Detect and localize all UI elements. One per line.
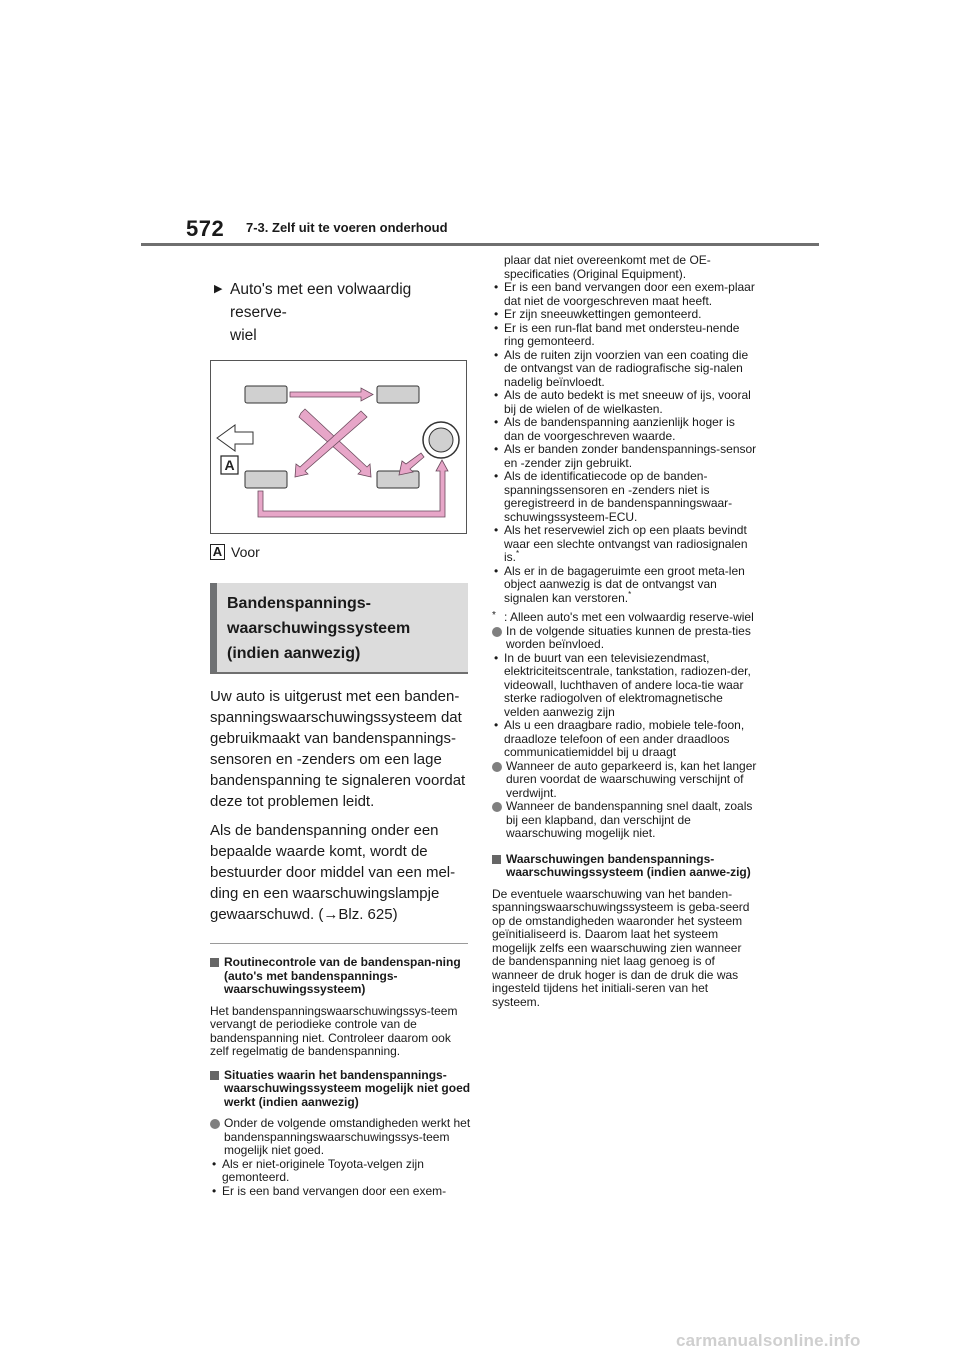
list-item: • Als u een draagbare radio, mobiele tele-foon, draadloze telefoon of een ander draadloos communicatiemiddel bij u draagt <box>494 718 745 759</box>
list-item-text: Als de auto bedekt is met sneeuw of ijs, vooral bij de wielen of de wielkasten. <box>504 388 751 416</box>
list-item-text: Er zijn sneeuwkettingen gemonteerd. <box>504 307 702 321</box>
routine-check-text: Het bandenspanningswaarschuwingssys-teem vervangt de periodieke controle van de bandenspanning niet. Controleer daarom ook zelf regelmatig de bandenspanning. <box>210 1003 458 1058</box>
list-item-text: In de buurt van een televisiezendmast, elektriciteitscentrale, tankstation, radiozen-der, videowall, luchthaven of andere loca-tie waar sterke radiogolven of elektromagnetische velden aanwezig zijn <box>504 650 751 719</box>
model-condition-text-line2: wiel <box>230 327 257 344</box>
rotation-arrow-spare <box>399 453 424 475</box>
left-column <box>210 278 472 1198</box>
subheading-situations-text: Situaties waarin het bandenspannings-waarschuwingssysteem mogelijk niet goed werkt (indien aanwezig) <box>224 1067 471 1109</box>
square-bullet-icon <box>492 855 501 864</box>
intro-paragraph-2: Als de bandenspanning onder een bepaalde waarde komt, wordt de bestuurder door middel van een mel-ding en een waarschuwingslampje gewaarschuwd. (→Blz. 625) <box>210 822 456 923</box>
caption-text: Voor <box>231 544 260 560</box>
page-number: 572 <box>186 216 225 241</box>
tire-front-left <box>245 386 287 403</box>
list-item: • Als de auto bedekt is met sneeuw of ijs, vooral bij de wielen of de wielkasten. <box>494 388 751 416</box>
list-item-text: Wanneer de bandenspanning snel daalt, zoals bij een klapband, dan verschijnt de waarschuwing mogelijk niet. <box>506 799 753 840</box>
list-item-text: Als er in de bagageruimte een groot meta-len object aanwezig is dat de ontvangst van signalen kan verstoren. <box>504 563 745 605</box>
list-item: • Als het reservewiel zich op een plaats bevindt waar een slechte ontvangst van radiosignalen is.* <box>494 523 748 564</box>
rotation-arrow-top <box>290 388 373 401</box>
diagram-caption <box>210 544 472 560</box>
tire-front-right <box>377 386 419 403</box>
footnote <box>492 611 758 625</box>
tire-rear-left <box>245 471 287 488</box>
list-item <box>492 760 758 801</box>
right-column <box>492 254 758 1009</box>
front-direction-arrow <box>217 425 253 451</box>
list-item: • Als de ruiten zijn voorzien van een coating die de ontvangst van de radiografische sig-nalen nadelig beïnvloedt. <box>494 347 749 389</box>
spare-tire-inner <box>429 428 453 452</box>
circle-bullet-icon <box>492 762 502 772</box>
intro-paragraph-1: Uw auto is uitgerust met een banden-spanningswaarschuwingssysteem dat gebruikmaakt van bandenspannings-sensoren en -zenders om een lage bandenspanning te signaleren voordat deze tot problemen leidt. <box>210 688 466 810</box>
footnote-marker: * <box>628 589 632 599</box>
heading-line-3: (indien aanwezig) <box>227 645 361 662</box>
list-item-text: Als er niet-originele Toyota-velgen zijn gemonteerd. <box>222 1156 424 1184</box>
tire-rear-right <box>377 471 419 488</box>
footnote-text: : Alleen auto's met een volwaardig reserve-wiel <box>504 610 754 624</box>
caption-letter-box: A <box>210 544 225 560</box>
list-item-text: Er is een band vervangen door een exem- <box>222 1183 447 1198</box>
model-condition <box>210 278 472 347</box>
situations-intro <box>210 1117 472 1158</box>
situations-intro-text: Onder de volgende omstandigheden werkt het bandenspanningswaarschuwingssys-teem mogelijk niet goed. <box>224 1116 471 1157</box>
list-item: • Als er niet-originele Toyota-velgen zijn gemonteerd. <box>212 1156 424 1184</box>
section-title: 7-3. Zelf uit te voeren onderhoud <box>246 220 448 235</box>
list-item: • Als de bandenspanning aanzienlijk hoger is dan de voorgeschreven waarde. <box>494 415 735 443</box>
list-item: • Als de identificatiecode op de banden-spanningssensoren en -zenders niet is geregistreerd in de bandenspanningswaar-schuwingssysteem-ECU. <box>494 469 733 524</box>
list-item <box>492 800 758 841</box>
circle-bullet-icon <box>492 627 502 637</box>
footnote-marker: * <box>516 549 520 558</box>
watermark: carmanualsonline.info <box>676 1331 861 1350</box>
heading-line-2: waarschuwingssysteem <box>227 620 411 637</box>
list-item-text: Als u een draagbare radio, mobiele tele-foon, draadloze telefoon of een ander draadloos communicatiemiddel bij u draagt <box>504 718 745 759</box>
list-item-text: Als er banden zonder bandenspannings-sensor en -zender zijn gebruikt. <box>504 442 757 470</box>
list-item: • Er zijn sneeuwkettingen gemonteerd. <box>494 307 702 321</box>
list-item-text: Als het reservewiel zich op een plaats bevindt waar een slechte ontvangst van radiosignalen is. <box>504 523 748 564</box>
subheading-routine-check-text: Routinecontrole van de bandenspan-ning (auto's met bandenspannings-waarschuwingssysteem) <box>224 955 461 996</box>
list-item-text: Als de bandenspanning aanzienlijk hoger is dan de voorgeschreven waarde. <box>504 415 735 443</box>
list-item: • Er is een band vervangen door een exem- <box>212 1183 447 1198</box>
header-rule <box>141 243 819 246</box>
diagram-label-a: A <box>224 457 235 473</box>
list-item-text: Als de identificatiecode op de banden-spanningssensoren en -zenders niet is geregistreerd in de bandenspanningswaar-schuwingssysteem-ECU. <box>504 469 733 524</box>
list-item-continued: plaar dat niet overeenkomt met de OE-specificaties (Original Equipment). <box>504 253 711 281</box>
list-item-text: Er is een run-flat band met ondersteu-nende ring gemonteerd. <box>504 320 740 348</box>
section-heading <box>210 583 468 672</box>
list-item: • Als er in de bagageruimte een groot meta-len object aanwezig is dat de ontvangst van signalen kan verstoren.* <box>494 563 745 605</box>
list-item: • Er is een run-flat band met ondersteu-nende ring gemonteerd. <box>494 320 740 348</box>
circle-bullet-icon <box>492 802 502 812</box>
list-item-text: Er is een band vervangen door een exem-plaar dat niet de voorgeschreven maat heeft. <box>504 280 755 308</box>
triangle-arrow-icon: ▶ <box>214 283 223 295</box>
list-item-text: Wanneer de auto geparkeerd is, kan het langer duren voordat de waarschuwing verschijnt of verdwijnt. <box>506 758 757 800</box>
subheading-warnings <box>492 853 758 880</box>
heading-underline <box>210 672 468 674</box>
rotation-arrow-bottom <box>258 460 448 517</box>
subheading-warnings-text: Waarschuwingen bandenspannings-waarschuwingssysteem (indien aanwe-zig) <box>506 851 751 879</box>
footnote-star: * <box>492 610 496 621</box>
list-item-text: In de volgende situaties kunnen de presta-ties worden beïnvloed. <box>506 623 751 651</box>
list-item: • Als er banden zonder bandenspannings-sensor en -zender zijn gebruikt. <box>494 442 757 470</box>
list-item: • Er is een band vervangen door een exem-plaar dat niet de voorgeschreven maat heeft. <box>494 280 755 308</box>
tire-rotation-diagram <box>210 360 467 534</box>
circle-bullet-icon <box>210 1119 220 1129</box>
divider <box>210 943 468 944</box>
heading-line-1: Bandenspannings- <box>227 595 372 612</box>
subheading-situations <box>210 1069 472 1110</box>
square-bullet-icon <box>210 958 219 967</box>
warnings-text: De eventuele waarschuwing van het banden-spanningswaarschuwingssysteem is geba-seerd op de omstandigheden waaronder het systeem geïnitialiseerd is. Daarom laat het systeem mogelijk zelfs een waarschuwing zien wanneer de bandenspanning niet laag genoeg is of wanneer de druk hoger is dan de druk die was ingesteld tijdens het initiali-seren van het systeem. <box>492 886 750 1009</box>
list-item <box>492 625 758 652</box>
model-condition-text: Auto's met een volwaardig reserve- <box>230 281 412 321</box>
tire-rotation-svg <box>211 361 468 535</box>
list-item-text: Als de ruiten zijn voorzien van een coating die de ontvangst van de radiografische sig-nalen nadelig beïnvloedt. <box>504 347 749 389</box>
list-item: • In de buurt van een televisiezendmast, elektriciteitscentrale, tankstation, radiozen-der, videowall, luchthaven of andere loca-tie waar sterke radiogolven of elektromagnetische velden aanwezig zijn <box>494 650 751 719</box>
square-bullet-icon <box>210 1071 219 1080</box>
subheading-routine-check <box>210 956 472 997</box>
